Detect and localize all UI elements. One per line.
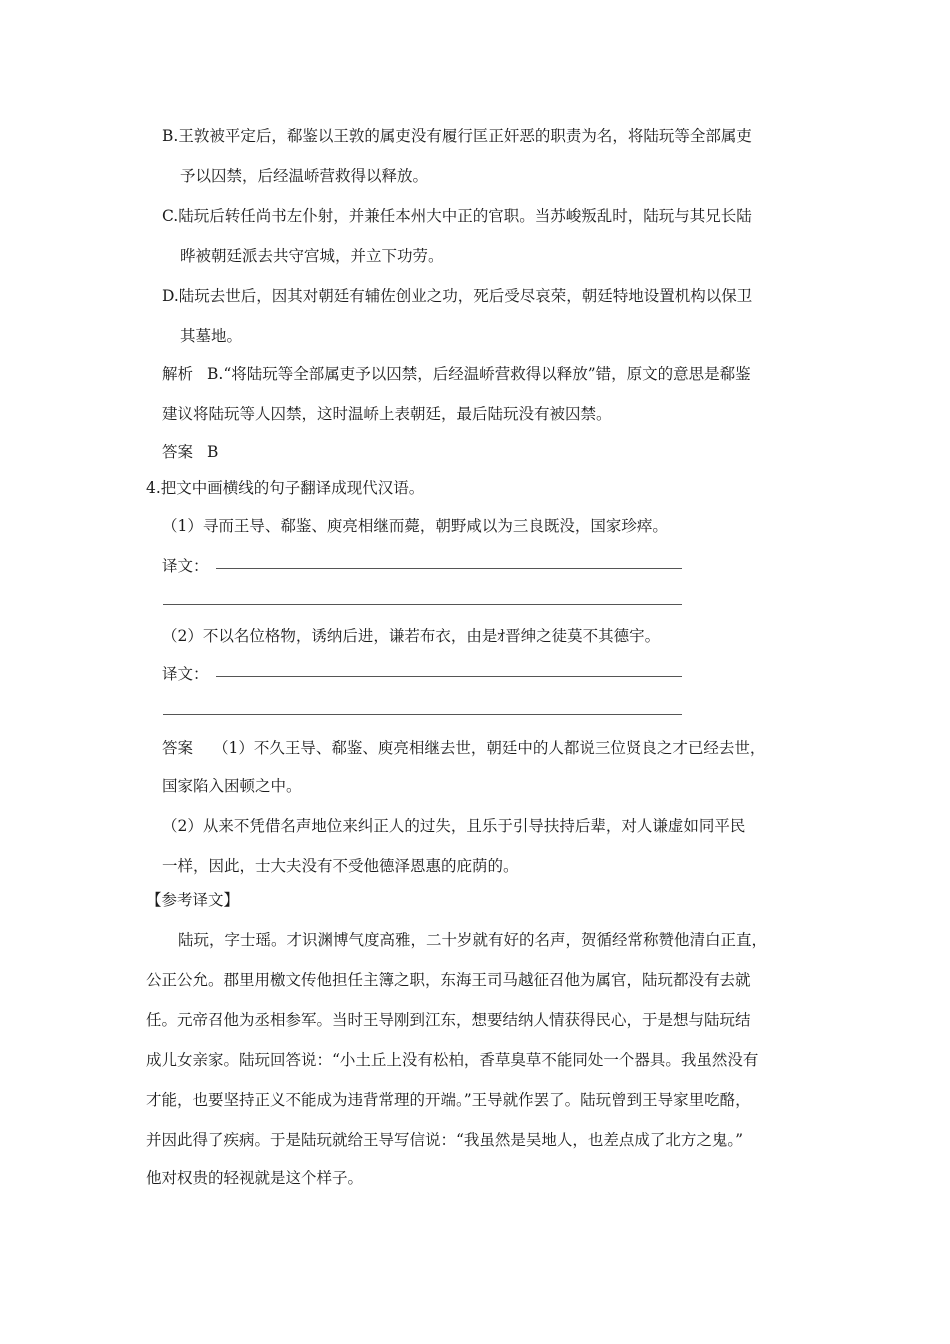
- reference-line: 并因此得了疾病。于是陆玩就给王导写信说：“我虽然是吴地人，也差点成了北方之鬼。”: [146, 1131, 744, 1149]
- translation-2-label: 译文：: [162, 665, 209, 683]
- option-c-line-2: 晔被朝廷派去共守宫城，并立下功劳。: [180, 247, 444, 265]
- analysis-label: 解析: [162, 365, 194, 383]
- option-c-line-1: C.陆玩后转任尚书左仆射，并兼任本州大中正的官职。当苏峻叛乱时，陆玩与其兄长陆: [162, 207, 752, 225]
- reference-line: 他对权贵的轻视就是这个样子。: [146, 1169, 364, 1187]
- q4-answer-label: 答案: [162, 739, 194, 757]
- reference-line: 陆玩，字士瑶。才识渊博气度高雅，二十岁就有好的名声，贺循经常称赞他清白正直，: [178, 931, 768, 949]
- option-d-line-2: 其墓地。: [180, 327, 243, 345]
- translation-1-extra-line: [163, 604, 682, 605]
- reference-line: 成儿女亲家。陆玩回答说：“小土丘上没有松柏，香草臭草不能同处一个器具。我虽然没有: [146, 1051, 759, 1069]
- sentence-2: （2）不以名位格物，诱纳后进，谦若布衣，由是ｵ晋绅之徒莫不其德宇。: [162, 627, 661, 645]
- option-b-line-1: B.王敦被平定后，郗鉴以王敦的属吏没有履行匡正奸恶的职责为名，将陆玩等全部属吏: [162, 127, 752, 145]
- reference-line: 才能，也要坚持正义不能成为违背常理的开端。”王导就作罢了。陆玩曾到王导家里吃酪，: [146, 1091, 751, 1109]
- reference-title: 【参考译文】: [146, 891, 240, 909]
- translation-2-extra-line: [163, 714, 682, 715]
- q4-answer-1b: 国家陷入困顿之中。: [162, 777, 302, 795]
- answer-value: B: [207, 443, 219, 461]
- q4-answer-line-1: [162, 738, 765, 758]
- option-b-line-2: 予以囚禁，后经温峤营救得以释放。: [180, 167, 429, 185]
- translation-1-answer-line: [216, 568, 682, 569]
- translation-1-label: 译文：: [162, 557, 209, 575]
- analysis-line-2: 建议将陆玩等人囚禁，这时温峤上表朝廷，最后陆玩没有被囚禁。: [162, 405, 612, 423]
- q4-answer-1a: （1）不久王导、郗鉴、庾亮相继去世，朝廷中的人都说三位贤良之才已经去世，: [213, 739, 766, 757]
- reference-line: 任。元帝召他为丞相参军。当时王导刚到江东，想要结纳人情获得民心，于是想与陆玩结: [146, 1011, 751, 1029]
- analysis-text: B.“将陆玩等全部属吏予以囚禁，后经温峤营救得以释放”错，原文的意思是郗鉴: [207, 365, 751, 383]
- answer-line: [162, 442, 218, 462]
- option-d-line-1: D.陆玩去世后，因其对朝廷有辅佐创业之功，死后受尽哀荣，朝廷特地设置机构以保卫: [162, 287, 753, 305]
- answer-label: 答案: [162, 443, 194, 461]
- q4-answer-2b: 一样，因此，士大夫没有不受他德泽恩惠的庇荫的。: [162, 857, 519, 875]
- q4-answer-2a: （2）从来不凭借名声地位来纠正人的过失，且乐于引导扶持后辈，对人谦虚如同平民: [162, 817, 746, 835]
- analysis-line-1: [162, 364, 751, 384]
- reference-line: 公正公允。郡里用檄文传他担任主簿之职，东海王司马越征召他为属官，陆玩都没有去就: [146, 971, 751, 989]
- sentence-1: （1）寻而王导、郗鉴、庾亮相继而薨，朝野咸以为三良既没，国家珍瘁。: [162, 517, 668, 535]
- question-4-title: 4.把文中画横线的句子翻译成现代汉语。: [146, 479, 425, 497]
- translation-2-answer-line: [216, 676, 682, 677]
